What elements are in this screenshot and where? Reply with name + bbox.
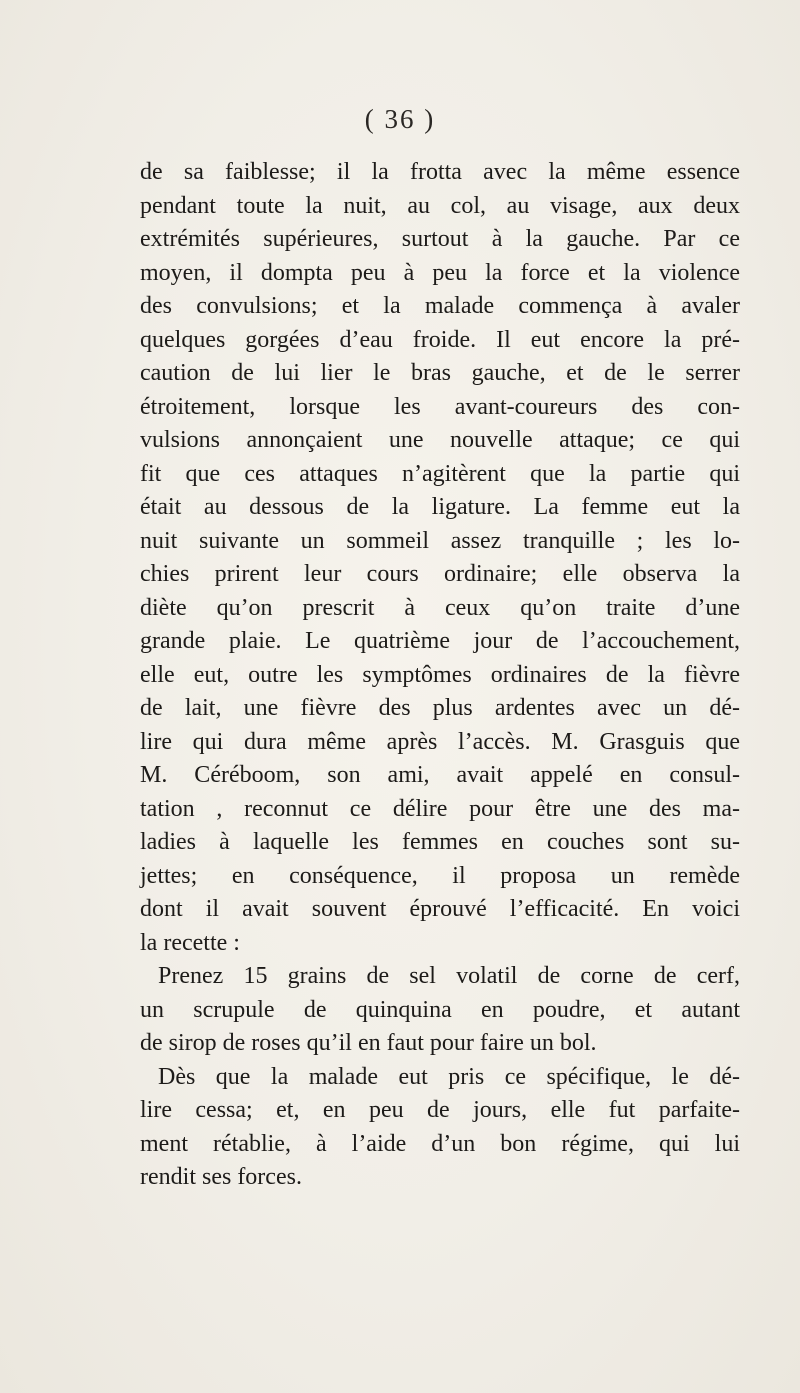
text-line: elle eut, outre les symptômes ordinaires de la fièvre: [140, 661, 740, 688]
text-line: tation , reconnut ce délire pour être une des ma-: [140, 795, 740, 822]
text-line: lire qui dura même après l’accès. M. Grasguis que: [140, 728, 740, 755]
text-line: de lait, une fièvre des plus ardentes avec un dé-: [140, 695, 740, 721]
text-line: chies prirent leur cours ordinaire; elle observa la: [140, 561, 740, 587]
text-line: M. Céréboom, son ami, avait appelé en consul-: [140, 762, 740, 788]
text-line: des convulsions; et la malade commença à avaler: [140, 293, 740, 319]
text-line: dont il avait souvent éprouvé l’efficacité. En voici: [140, 896, 740, 922]
text-line: Prenez 15 grains de sel volatil de corne de cerf,: [158, 963, 740, 989]
text-line: jettes; en conséquence, il proposa un remède: [140, 862, 740, 889]
text-line: fit que ces attaques n’agitèrent que la partie qui: [140, 460, 740, 487]
text-line: la recette :: [140, 929, 240, 956]
text-line: Dès que la malade eut pris ce spécifique, le dé-: [158, 1063, 740, 1090]
text-line: quelques gorgées d’eau froide. Il eut encore la pré-: [140, 326, 740, 353]
text-line: lire cessa; et, en peu de jours, elle fut parfaite-: [140, 1097, 740, 1123]
text-line: étroitement, lorsque les avant-coureurs des con-: [140, 393, 740, 420]
text-line: extrémités supérieures, surtout à la gauche. Par ce: [140, 226, 740, 252]
text-line: vulsions annonçaient une nouvelle attaque; ce qui: [140, 427, 740, 453]
text-line: pendant toute la nuit, au col, au visage, aux deux: [140, 192, 740, 219]
text-line: moyen, il dompta peu à peu la force et la violence: [140, 259, 740, 286]
text-line: caution de lui lier le bras gauche, et de le serrer: [140, 360, 740, 386]
page-number: ( 36 ): [364, 104, 436, 134]
text-line: un scrupule de quinquina en poudre, et autant: [140, 996, 740, 1023]
text-line: nuit suivante un sommeil assez tranquille ; les lo-: [140, 527, 740, 554]
text-line: était au dessous de la ligature. La femme eut la: [140, 494, 740, 520]
text-line: de sirop de roses qu’il en faut pour faire un bol.: [140, 1030, 597, 1056]
text-line: de sa faiblesse; il la frotta avec la même essence: [140, 159, 740, 185]
text-line: rendit ses forces.: [140, 1164, 302, 1190]
text-line: ladies à laquelle les femmes en couches sont su-: [140, 829, 740, 855]
body-text: [140, 156, 740, 1195]
text-line: diète qu’on prescrit à ceux qu’on traite d’une: [140, 594, 740, 621]
text-line: ment rétablie, à l’aide d’un bon régime, qui lui: [140, 1130, 740, 1157]
text-line: grande plaie. Le quatrième jour de l’accouchement,: [140, 628, 740, 654]
